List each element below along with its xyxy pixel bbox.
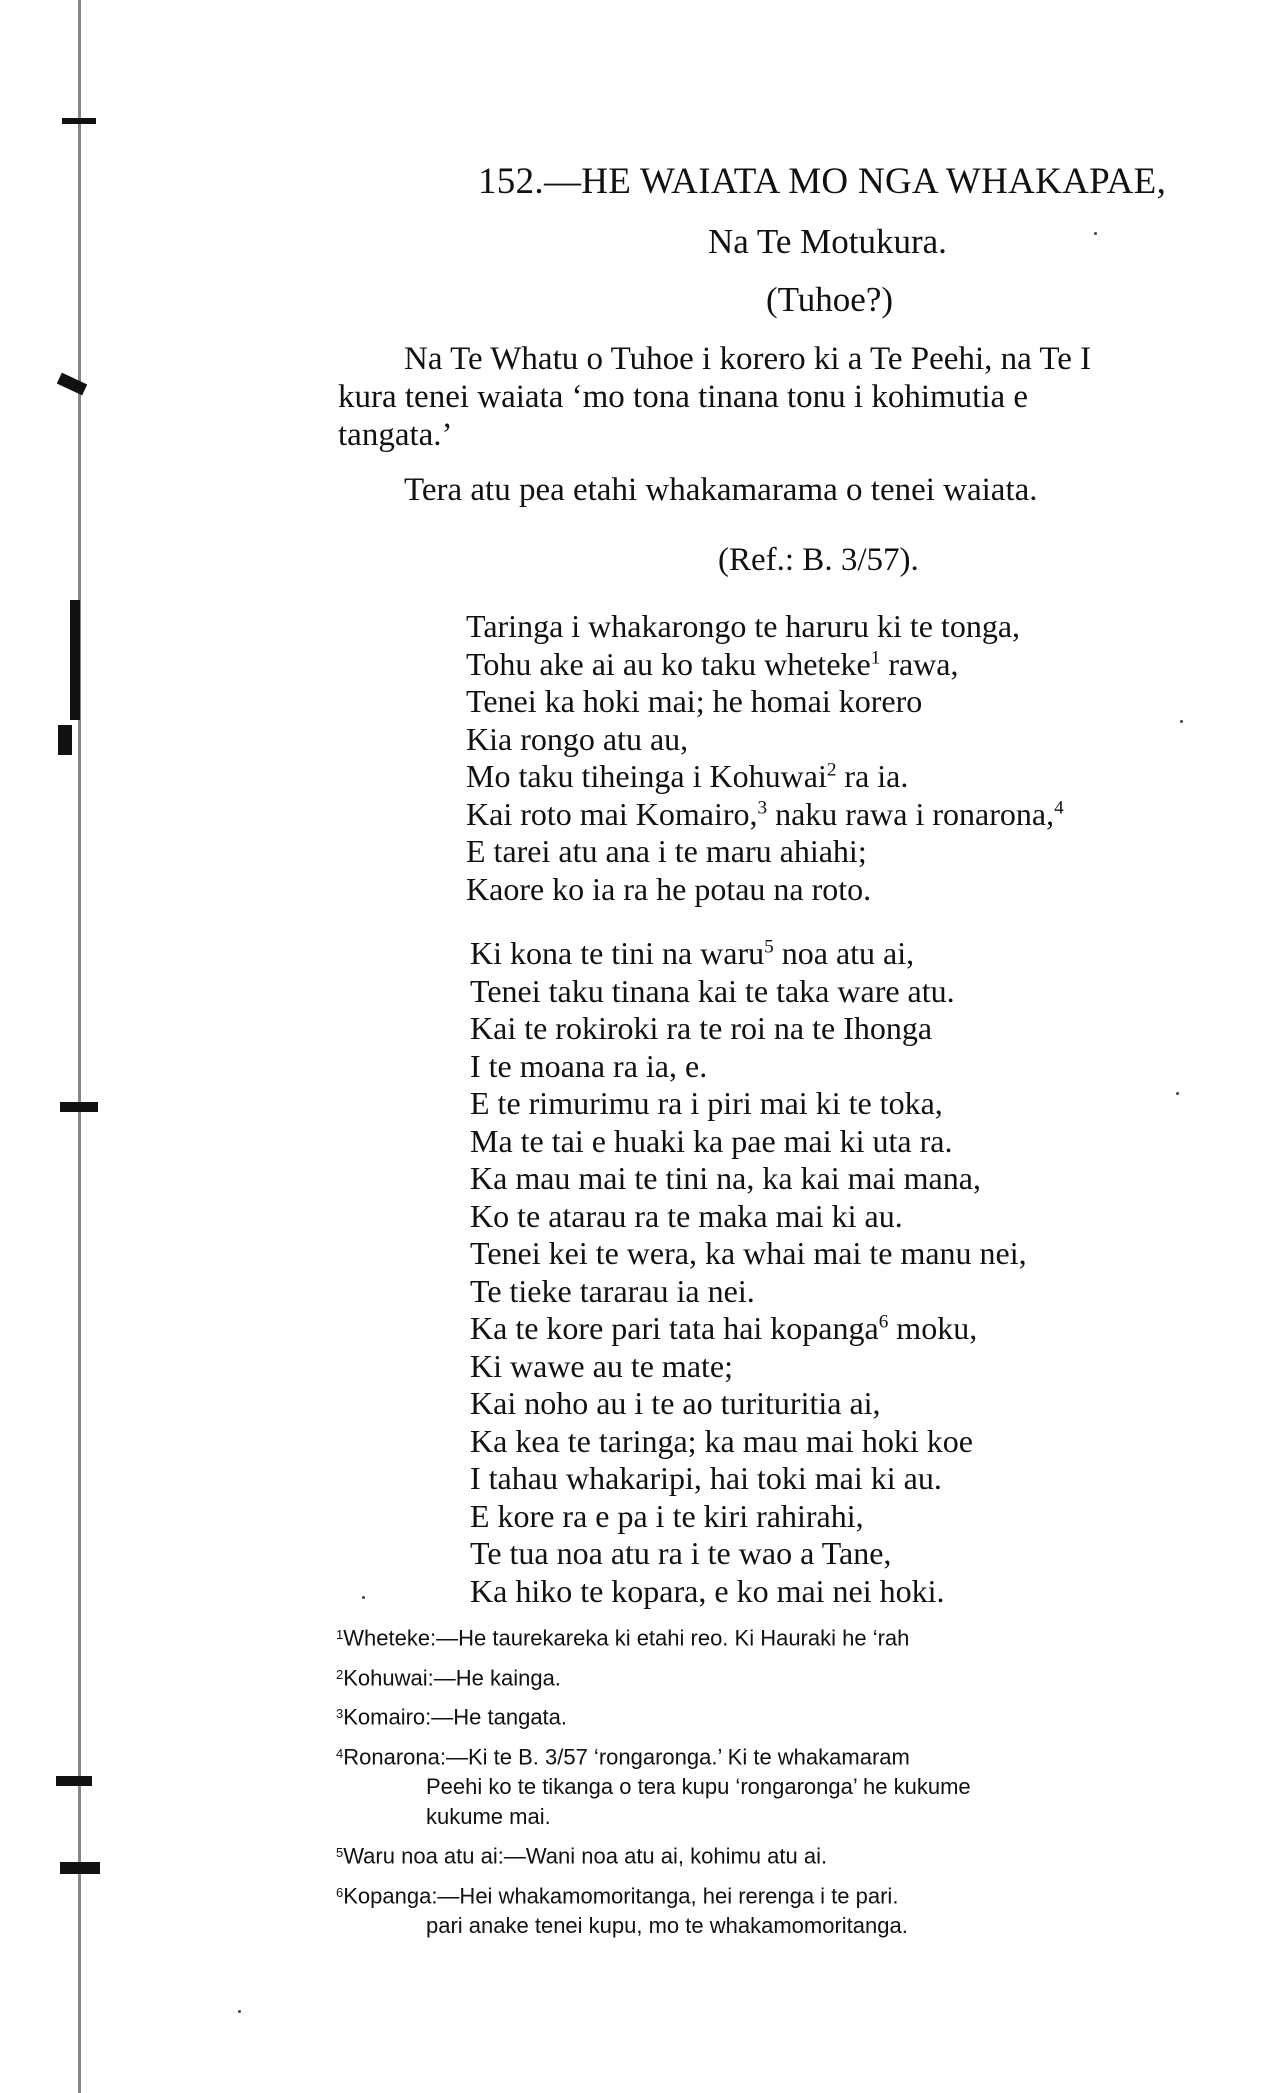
intro-line: Na Te Whatu o Tuhoe i korero ki a Te Peehi, na Te I xyxy=(404,341,1092,377)
scan-dot xyxy=(1180,720,1183,723)
footnote xyxy=(336,1878,971,1912)
verse-line: Kai te rokiroki ra te roi na te Ihonga xyxy=(470,1010,933,1046)
song-tribe: (Tuhoe?) xyxy=(766,280,894,319)
scan-mark xyxy=(56,1776,92,1786)
footnote xyxy=(336,1911,971,1941)
verse-line: Tenei ka hoki mai; he homai korero xyxy=(466,683,923,719)
intro-paragraph xyxy=(338,340,1280,454)
verse-line: Mo taku tiheinga i Kohuwai$^2$ ra ia. xyxy=(466,758,909,794)
footnote-marker: 1 xyxy=(870,646,881,668)
scan-mark xyxy=(70,600,80,720)
intro-line: tangata.’ xyxy=(338,417,453,453)
footnote-text: Komairo:—He tangata. xyxy=(343,1704,568,1730)
scan-mark xyxy=(58,725,72,755)
song-author: Na Te Motukura. xyxy=(708,222,947,261)
reference: (Ref.: B. 3/57). xyxy=(718,542,919,578)
scan-mark xyxy=(60,1102,98,1112)
scan-dot xyxy=(238,2010,241,2013)
footnote-text: Wheteke:—He taurekareka ki etahi reo. Ki Hauraki he ‘rah xyxy=(343,1625,910,1651)
verse-line: Te tua noa atu ra i te wao a Tane, xyxy=(470,1535,892,1571)
footnote xyxy=(336,1739,971,1773)
footnotes xyxy=(336,1620,971,1941)
verse-line: Tohu ake ai au ko taku wheteke$^1$ rawa, xyxy=(466,645,959,682)
intro-line: kura tenei waiata ‘mo tona tinana tonu i kohimutia e xyxy=(338,379,1029,415)
verse-line: Taringa i whakarongo te haruru ki te tonga, xyxy=(466,608,1021,644)
verse-line: Te tieke tararau ia nei. xyxy=(470,1272,755,1309)
verse-line: Kia rongo atu au, xyxy=(466,720,689,757)
footnote-text: Waru noa atu ai:—Wani noa atu ai, kohimu atu ai. xyxy=(343,1843,828,1869)
verse-line: E te rimurimu ra i piri mai ki te toka, xyxy=(470,1085,943,1121)
verse-line: Ka te kore pari tata hai kopanga$^6$ moku, xyxy=(470,1310,978,1346)
footnote xyxy=(336,1838,971,1872)
verse-line: Ki wawe au te mate; xyxy=(470,1347,733,1384)
song-title: 152.—HE WAIATA MO NGA WHAKAPAE, xyxy=(478,161,1167,202)
footnote xyxy=(336,1699,971,1733)
verse-line: Ma te tai e huaki ka pae mai ki uta ra. xyxy=(470,1122,953,1159)
scan-dot xyxy=(1094,232,1097,235)
verse-line: Kai noho au i te ao turituritia ai, xyxy=(470,1385,881,1421)
verse-line: Ki kona te tini na waru$^5$ noa atu ai, xyxy=(470,935,915,971)
stanza-1 xyxy=(466,608,1064,908)
verse-line: I tahau whakaripi, hai toki mai ki au. xyxy=(470,1460,942,1496)
scan-mark xyxy=(62,118,96,124)
footnote xyxy=(336,1660,971,1694)
scan-mark xyxy=(57,373,87,396)
footnote-number: 6 xyxy=(336,1884,344,1900)
verse-line: E kore ra e pa i te kiri rahirahi, xyxy=(470,1497,864,1534)
verse-line: Kai roto mai Komairo,$^3$ naku rawa i ronarona,$^4$ xyxy=(466,795,1064,832)
footnote-marker: 3 xyxy=(757,796,768,818)
footnote-text: kukume mai. xyxy=(426,1804,551,1829)
verse-line: E tarei atu ana i te maru ahiahi; xyxy=(466,833,867,869)
verse-line: Ko te atarau ra te maka mai ki au. xyxy=(470,1197,903,1234)
footnote-number: 3 xyxy=(336,1706,344,1721)
footnote-number: 5 xyxy=(336,1845,344,1860)
verse-line: Ka mau mai te tini na, ka kai mai mana, xyxy=(470,1160,981,1196)
footnote-text: Ronarona:—Ki te B. 3/57 ‘rongaronga.’ Ki te whakamaram xyxy=(343,1744,910,1769)
footnote-text: Kopanga:—Hei whakamomoritanga, hei rerenga i te pari. xyxy=(343,1883,899,1908)
footnote-number: 4 xyxy=(336,1745,344,1761)
footnote-marker: 4 xyxy=(1054,796,1064,818)
scan-mark xyxy=(60,1862,100,1874)
footnote xyxy=(336,1620,971,1654)
footnote xyxy=(336,1802,971,1832)
footnote-text: Peehi ko te tikanga o tera kupu ‘rongaronga’ he kukume xyxy=(426,1774,971,1799)
scan-dot xyxy=(362,1596,365,1599)
verse-line: Kaore ko ia ra he potau na roto. xyxy=(466,870,872,907)
stanza-2 xyxy=(470,935,1027,1610)
footnote-number: 1 xyxy=(336,1627,344,1642)
scan-dot xyxy=(1176,1092,1179,1095)
footnote-text: pari anake tenei kupu, mo te whakamomoritanga. xyxy=(426,1913,908,1938)
footnote-marker: 6 xyxy=(878,1311,889,1333)
verse-line: Tenei kei te wera, ka whai mai te manu nei, xyxy=(470,1235,1027,1271)
footnote-marker: 5 xyxy=(764,936,774,958)
footnote xyxy=(336,1772,971,1802)
footnote-marker: 2 xyxy=(826,759,837,781)
intro-note: Tera atu pea etahi whakamarama o tenei waiata. xyxy=(404,472,1038,508)
verse-line: Ka hiko te kopara, e ko mai nei hoki. xyxy=(470,1572,945,1609)
verse-line: I te moana ra ia, e. xyxy=(470,1047,708,1084)
footnote-number: 2 xyxy=(336,1666,344,1682)
footnote-text: Kohuwai:—He kainga. xyxy=(343,1665,561,1690)
verse-line: Tenei taku tinana kai te taka ware atu. xyxy=(470,972,955,1009)
verse-line: Ka kea te taringa; ka mau mai hoki koe xyxy=(470,1422,973,1459)
